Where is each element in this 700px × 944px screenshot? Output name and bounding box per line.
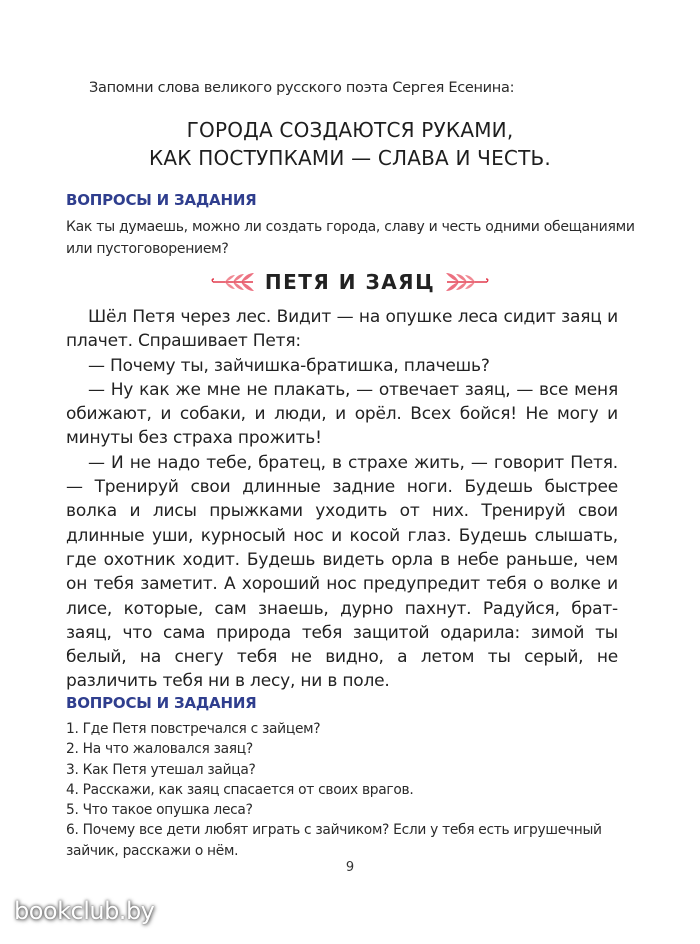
question-item: 2. На что жаловался заяц?	[66, 741, 253, 758]
quote-line-1: ГОРОДА СОЗДАЮТСЯ РУКАМИ,	[186, 118, 514, 142]
story-paragraph: Шёл Петя через лес. Видит — на опушке леса сидит заяц и плачет. Спрашивает Петя:	[66, 307, 618, 352]
quote-line-2: КАК ПОСТУПКАМИ — СЛАВА И ЧЕСТЬ.	[148, 146, 551, 170]
story-paragraph: — Ну как же мне не плакать, — отвечает заяц, — все меня обижают, и собаки, и люди, и орёл. Всех бойся! Не могу и минуты без страха прожить!	[66, 379, 618, 449]
intro-text: Запомни слова великого русского поэта Сергея Есенина:	[89, 80, 515, 96]
left-ornament-icon	[211, 271, 257, 293]
questions-list	[66, 719, 656, 861]
section-question: Как ты думаешь, можно ли создать города, славу и честь одними обещаниями или пустоговорением?	[66, 219, 635, 257]
question-item: 4. Расскажи, как заяц спасается от своих врагов.	[66, 781, 414, 798]
page-number: 9	[345, 860, 355, 875]
story-title-text: ПЕТЯ И ЗАЯЦ	[264, 270, 436, 294]
story-paragraph: — Почему ты, зайчишка-братишка, плачешь?	[88, 355, 490, 376]
quote-block	[0, 116, 700, 172]
question-item: 6. Почему все дети любят играть с зайчиком? Если у тебя есть игрушечный зайчик, расскажи о нём.	[66, 822, 602, 859]
section-heading-1: ВОПРОСЫ И ЗАДАНИЯ	[66, 191, 257, 209]
story-text	[66, 305, 618, 694]
section-heading-2: ВОПРОСЫ И ЗАДАНИЯ	[66, 694, 257, 712]
question-item: 3. Как Петя утешал зайца?	[66, 761, 256, 778]
question-item: 5. Что такое опушка леса?	[66, 802, 253, 819]
story-paragraph: — И не надо тебе, братец, в страхе жить, — говорит Петя. — Тренируй свои длинные задние ноги. Будешь быстрее волка и лисы прыжками уходить от них. Тренируй свои длинные уши, курносый нос и косой глаз. Будешь слышать, где охотник ходит. Будешь видеть орла в небе раньше, чем он тебя заметит. А хороший нос предупредит тебя о волке и лисе, которые, сам знаешь, дурно пахнут. Радуйся, брат-заяц, что сама природа тебя защитой одарила: зимой ты белый, на снегу тебя не видно, а летом ты серый, не различить тебя ни в лесу, ни в поле.	[66, 452, 618, 692]
right-ornament-icon	[443, 271, 489, 293]
question-item: 1. Где Петя повстречался с зайцем?	[66, 721, 321, 737]
story-title	[0, 270, 700, 294]
watermark: bookclub.by	[14, 897, 155, 925]
